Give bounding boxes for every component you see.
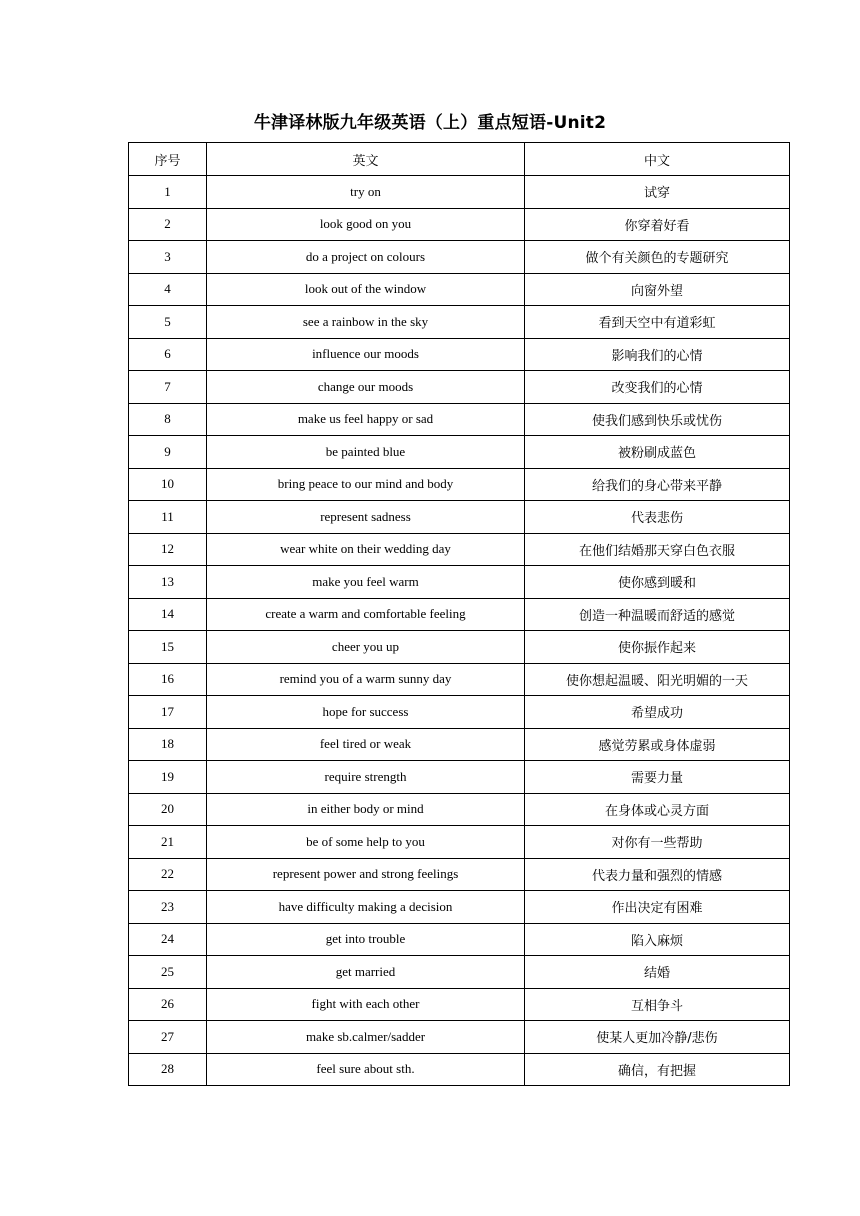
english-phrase-cell: change our moods <box>207 371 525 404</box>
english-phrase-cell: make you feel warm <box>207 566 525 599</box>
english-phrase-cell: see a rainbow in the sky <box>207 306 525 339</box>
table-row <box>129 663 790 696</box>
row-number-cell: 24 <box>129 923 207 956</box>
phrase-table <box>128 142 790 1086</box>
document-title: 牛津译林版九年级英语（上）重点短语-Unit2 <box>253 113 607 133</box>
row-number-cell: 1 <box>129 176 207 209</box>
table-row <box>129 273 790 306</box>
table-row <box>129 793 790 826</box>
english-phrase-cell: be of some help to you <box>207 826 525 859</box>
table-row <box>129 988 790 1021</box>
table-row <box>129 533 790 566</box>
row-number-cell: 11 <box>129 501 207 534</box>
table-row <box>129 891 790 924</box>
english-phrase-cell: do a project on colours <box>207 241 525 274</box>
english-phrase-cell: in either body or mind <box>207 793 525 826</box>
english-phrase-cell: bring peace to our mind and body <box>207 468 525 501</box>
header-english: 英文 <box>207 143 525 176</box>
row-number-cell: 13 <box>129 566 207 599</box>
chinese-meaning-cell: 试穿 <box>525 176 790 209</box>
chinese-meaning-cell: 创造一种温暖而舒适的感觉 <box>525 598 790 631</box>
chinese-meaning-cell: 使某人更加冷静/悲伤 <box>525 1021 790 1054</box>
english-phrase-cell: look good on you <box>207 208 525 241</box>
table-row <box>129 566 790 599</box>
row-number-cell: 8 <box>129 403 207 436</box>
table-row <box>129 826 790 859</box>
table-row <box>129 1021 790 1054</box>
table-row <box>129 208 790 241</box>
english-phrase-cell: remind you of a warm sunny day <box>207 663 525 696</box>
english-phrase-cell: make sb.calmer/sadder <box>207 1021 525 1054</box>
english-phrase-cell: represent sadness <box>207 501 525 534</box>
row-number-cell: 25 <box>129 956 207 989</box>
table-row <box>129 956 790 989</box>
row-number-cell: 22 <box>129 858 207 891</box>
english-phrase-cell: cheer you up <box>207 631 525 664</box>
row-number-cell: 17 <box>129 696 207 729</box>
english-phrase-cell: get into trouble <box>207 923 525 956</box>
header-number: 序号 <box>129 143 207 176</box>
chinese-meaning-cell: 代表悲伤 <box>525 501 790 534</box>
row-number-cell: 27 <box>129 1021 207 1054</box>
chinese-meaning-cell: 感觉劳累或身体虚弱 <box>525 728 790 761</box>
chinese-meaning-cell: 陷入麻烦 <box>525 923 790 956</box>
english-phrase-cell: be painted blue <box>207 436 525 469</box>
table-row <box>129 371 790 404</box>
row-number-cell: 4 <box>129 273 207 306</box>
english-phrase-cell: feel tired or weak <box>207 728 525 761</box>
chinese-meaning-cell: 在身体或心灵方面 <box>525 793 790 826</box>
english-phrase-cell: try on <box>207 176 525 209</box>
table-header <box>129 143 790 176</box>
table-row <box>129 858 790 891</box>
row-number-cell: 16 <box>129 663 207 696</box>
table-row <box>129 468 790 501</box>
table-row <box>129 176 790 209</box>
english-phrase-cell: fight with each other <box>207 988 525 1021</box>
table-row <box>129 1053 790 1086</box>
row-number-cell: 3 <box>129 241 207 274</box>
row-number-cell: 14 <box>129 598 207 631</box>
chinese-meaning-cell: 作出决定有困难 <box>525 891 790 924</box>
english-phrase-cell: make us feel happy or sad <box>207 403 525 436</box>
table-row <box>129 728 790 761</box>
chinese-meaning-cell: 需要力量 <box>525 761 790 794</box>
chinese-meaning-cell: 代表力量和强烈的情感 <box>525 858 790 891</box>
table-row <box>129 306 790 339</box>
chinese-meaning-cell: 希望成功 <box>525 696 790 729</box>
chinese-meaning-cell: 使我们感到快乐或忧伤 <box>525 403 790 436</box>
english-phrase-cell: feel sure about sth. <box>207 1053 525 1086</box>
chinese-meaning-cell: 你穿着好看 <box>525 208 790 241</box>
chinese-meaning-cell: 结婚 <box>525 956 790 989</box>
row-number-cell: 7 <box>129 371 207 404</box>
row-number-cell: 23 <box>129 891 207 924</box>
table-row <box>129 436 790 469</box>
chinese-meaning-cell: 改变我们的心情 <box>525 371 790 404</box>
english-phrase-cell: hope for success <box>207 696 525 729</box>
english-phrase-cell: represent power and strong feelings <box>207 858 525 891</box>
chinese-meaning-cell: 看到天空中有道彩虹 <box>525 306 790 339</box>
english-phrase-cell: wear white on their wedding day <box>207 533 525 566</box>
chinese-meaning-cell: 互相争斗 <box>525 988 790 1021</box>
chinese-meaning-cell: 给我们的身心带来平静 <box>525 468 790 501</box>
english-phrase-cell: get married <box>207 956 525 989</box>
chinese-meaning-cell: 在他们结婚那天穿白色衣服 <box>525 533 790 566</box>
english-phrase-cell: create a warm and comfortable feeling <box>207 598 525 631</box>
table-row <box>129 696 790 729</box>
chinese-meaning-cell: 向窗外望 <box>525 273 790 306</box>
row-number-cell: 6 <box>129 338 207 371</box>
chinese-meaning-cell: 影响我们的心情 <box>525 338 790 371</box>
chinese-meaning-cell: 做个有关颜色的专题研究 <box>525 241 790 274</box>
row-number-cell: 9 <box>129 436 207 469</box>
table-body <box>129 176 790 1086</box>
row-number-cell: 18 <box>129 728 207 761</box>
english-phrase-cell: influence our moods <box>207 338 525 371</box>
english-phrase-cell: look out of the window <box>207 273 525 306</box>
chinese-meaning-cell: 使你想起温暖、阳光明媚的一天 <box>525 663 790 696</box>
table-row <box>129 241 790 274</box>
table-row <box>129 598 790 631</box>
chinese-meaning-cell: 使你感到暖和 <box>525 566 790 599</box>
chinese-meaning-cell: 使你振作起来 <box>525 631 790 664</box>
header-chinese: 中文 <box>525 143 790 176</box>
row-number-cell: 20 <box>129 793 207 826</box>
table-row <box>129 923 790 956</box>
row-number-cell: 28 <box>129 1053 207 1086</box>
chinese-meaning-cell: 被粉刷成蓝色 <box>525 436 790 469</box>
row-number-cell: 21 <box>129 826 207 859</box>
chinese-meaning-cell: 确信，有把握 <box>525 1053 790 1086</box>
english-phrase-cell: have difficulty making a decision <box>207 891 525 924</box>
row-number-cell: 15 <box>129 631 207 664</box>
row-number-cell: 19 <box>129 761 207 794</box>
english-phrase-cell: require strength <box>207 761 525 794</box>
chinese-meaning-cell: 对你有一些帮助 <box>525 826 790 859</box>
row-number-cell: 2 <box>129 208 207 241</box>
header-row <box>129 143 790 176</box>
table-row <box>129 403 790 436</box>
row-number-cell: 5 <box>129 306 207 339</box>
table-row <box>129 761 790 794</box>
table-row <box>129 501 790 534</box>
row-number-cell: 12 <box>129 533 207 566</box>
row-number-cell: 10 <box>129 468 207 501</box>
table-row <box>129 338 790 371</box>
table-row <box>129 631 790 664</box>
row-number-cell: 26 <box>129 988 207 1021</box>
